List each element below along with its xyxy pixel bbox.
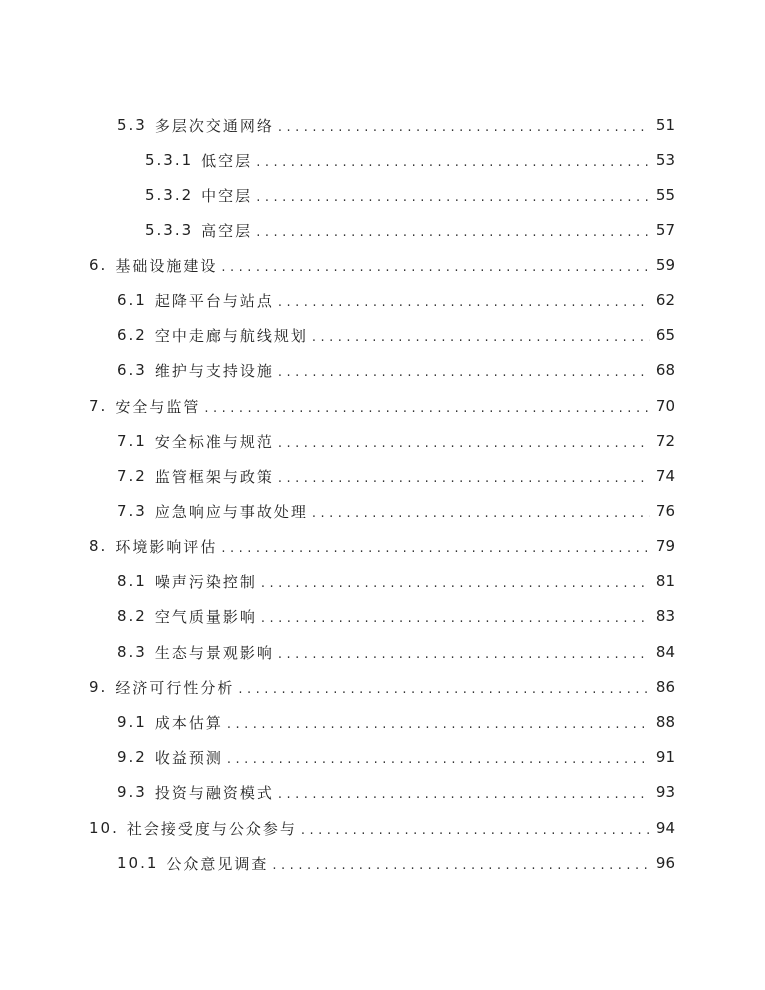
toc-entry-title: 社会接受度与公众参与 <box>126 819 297 838</box>
toc-entry-title: 基础设施建设 <box>115 256 218 275</box>
toc-entry-title: 多层次交通网络 <box>154 116 274 135</box>
toc-entry[interactable] <box>117 569 675 593</box>
toc-entry[interactable] <box>117 640 675 664</box>
toc-dot-leader <box>256 190 650 205</box>
toc-entry-title: 安全与监管 <box>115 397 201 416</box>
toc-entry-page: 79 <box>655 537 675 555</box>
toc-dot-leader <box>261 576 650 591</box>
toc-dot-leader <box>238 682 650 697</box>
toc-entry-number: 9. <box>89 678 108 696</box>
toc-dot-leader <box>278 471 650 486</box>
toc-entry-title: 收益预测 <box>154 748 223 767</box>
toc-entry-page: 91 <box>655 748 675 766</box>
toc-entry-title: 起降平台与站点 <box>154 291 274 310</box>
toc-entry-page: 74 <box>655 467 675 485</box>
toc-entry[interactable] <box>145 148 675 172</box>
toc-entry-page: 68 <box>655 361 675 379</box>
toc-entry-title: 高空层 <box>201 221 253 240</box>
toc-entry[interactable] <box>117 499 675 523</box>
toc-dot-leader <box>278 787 650 802</box>
toc-dot-leader <box>278 647 650 662</box>
toc-entry-number: 7. <box>89 397 108 415</box>
toc-entry-title: 安全标准与规范 <box>154 432 274 451</box>
toc-entry-number: 5.3.1 <box>145 151 194 169</box>
toc-entry[interactable] <box>117 745 675 769</box>
toc-entry-title: 经济可行性分析 <box>115 678 235 697</box>
toc-dot-leader <box>312 330 650 345</box>
toc-entry-page: 94 <box>655 819 675 837</box>
toc-entry-page: 84 <box>655 643 675 661</box>
toc-entry[interactable] <box>145 183 675 207</box>
toc-entry-title: 公众意见调查 <box>166 854 269 873</box>
toc-entry-page: 59 <box>655 256 675 274</box>
toc-entry-number: 5.3.3 <box>145 221 194 239</box>
toc-dot-leader <box>272 858 649 873</box>
toc-entry-page: 93 <box>655 783 675 801</box>
toc-entry[interactable] <box>117 604 675 628</box>
toc-entry[interactable] <box>117 288 675 312</box>
toc-entry[interactable] <box>117 780 675 804</box>
toc-dot-leader <box>221 541 650 556</box>
toc-entry-number: 8.1 <box>117 572 147 590</box>
toc-dot-leader <box>301 823 650 838</box>
toc-entry[interactable] <box>89 675 675 699</box>
toc-entry-number: 6.3 <box>117 361 147 379</box>
toc-entry-title: 应急响应与事故处理 <box>154 502 308 521</box>
toc-entry[interactable] <box>117 113 675 137</box>
toc-dot-leader <box>278 436 650 451</box>
toc-entry-number: 7.3 <box>117 502 147 520</box>
toc-entry-number: 9.3 <box>117 783 147 801</box>
toc-entry[interactable] <box>89 394 675 418</box>
toc-dot-leader <box>261 611 650 626</box>
toc-dot-leader <box>278 295 650 310</box>
toc-entry[interactable] <box>117 429 675 453</box>
toc-entry-number: 8.3 <box>117 643 147 661</box>
toc-entry-page: 51 <box>655 116 675 134</box>
toc-entry-number: 10.1 <box>117 854 159 872</box>
toc-entry-number: 10. <box>89 819 119 837</box>
toc-entry-page: 88 <box>655 713 675 731</box>
toc-entry-title: 监管框架与政策 <box>154 467 274 486</box>
toc-entry-title: 空气质量影响 <box>154 607 257 626</box>
toc-entry-page: 81 <box>655 572 675 590</box>
toc-entry-number: 5.3 <box>117 116 147 134</box>
toc-entry-page: 62 <box>655 291 675 309</box>
toc-entry-title: 投资与融资模式 <box>154 783 274 802</box>
toc-entry-title: 中空层 <box>201 186 253 205</box>
toc-entry-title: 环境影响评估 <box>115 537 218 556</box>
toc-entry-page: 65 <box>655 326 675 344</box>
toc-entry-title: 噪声污染控制 <box>154 572 257 591</box>
toc-entry-page: 96 <box>655 854 675 872</box>
toc-entry-page: 76 <box>655 502 675 520</box>
toc-dot-leader <box>278 365 650 380</box>
toc-dot-leader <box>227 752 650 767</box>
toc-dot-leader <box>312 506 650 521</box>
toc-entry-title: 空中走廊与航线规划 <box>154 326 308 345</box>
toc-entry-page: 57 <box>655 221 675 239</box>
toc-entry-page: 86 <box>655 678 675 696</box>
toc-entry-number: 7.2 <box>117 467 147 485</box>
toc-entry-page: 70 <box>655 397 675 415</box>
toc-entry[interactable] <box>145 218 675 242</box>
toc-entry-number: 6.2 <box>117 326 147 344</box>
toc-entry-title: 成本估算 <box>154 713 223 732</box>
toc-entry-number: 9.2 <box>117 748 147 766</box>
toc-dot-leader <box>278 120 650 135</box>
toc-entry-number: 6.1 <box>117 291 147 309</box>
toc-entry[interactable] <box>89 534 675 558</box>
toc-entry-number: 9.1 <box>117 713 147 731</box>
toc-entry-number: 8. <box>89 537 108 555</box>
toc-dot-leader <box>227 717 650 732</box>
toc-entry-page: 55 <box>655 186 675 204</box>
toc-entry-title: 生态与景观影响 <box>154 643 274 662</box>
toc-entry-number: 8.2 <box>117 607 147 625</box>
toc-entry[interactable] <box>89 253 675 277</box>
toc-entry-title: 低空层 <box>201 151 253 170</box>
toc-entry-number: 6. <box>89 256 108 274</box>
toc-entry-page: 53 <box>655 151 675 169</box>
toc-dot-leader <box>221 260 650 275</box>
toc-entry[interactable] <box>89 816 675 840</box>
toc-dot-leader <box>256 155 650 170</box>
toc-entry-title: 维护与支持设施 <box>154 361 274 380</box>
toc-entry-page: 72 <box>655 432 675 450</box>
toc-entry[interactable] <box>117 710 675 734</box>
toc-entry[interactable] <box>117 323 675 347</box>
toc-entry-number: 7.1 <box>117 432 147 450</box>
toc-dot-leader <box>256 225 650 240</box>
toc-entry[interactable] <box>117 851 675 875</box>
toc-entry-page: 83 <box>655 607 675 625</box>
toc-entry[interactable] <box>117 358 675 382</box>
toc-entry-number: 5.3.2 <box>145 186 194 204</box>
toc-dot-leader <box>204 401 650 416</box>
toc-entry[interactable] <box>117 464 675 488</box>
